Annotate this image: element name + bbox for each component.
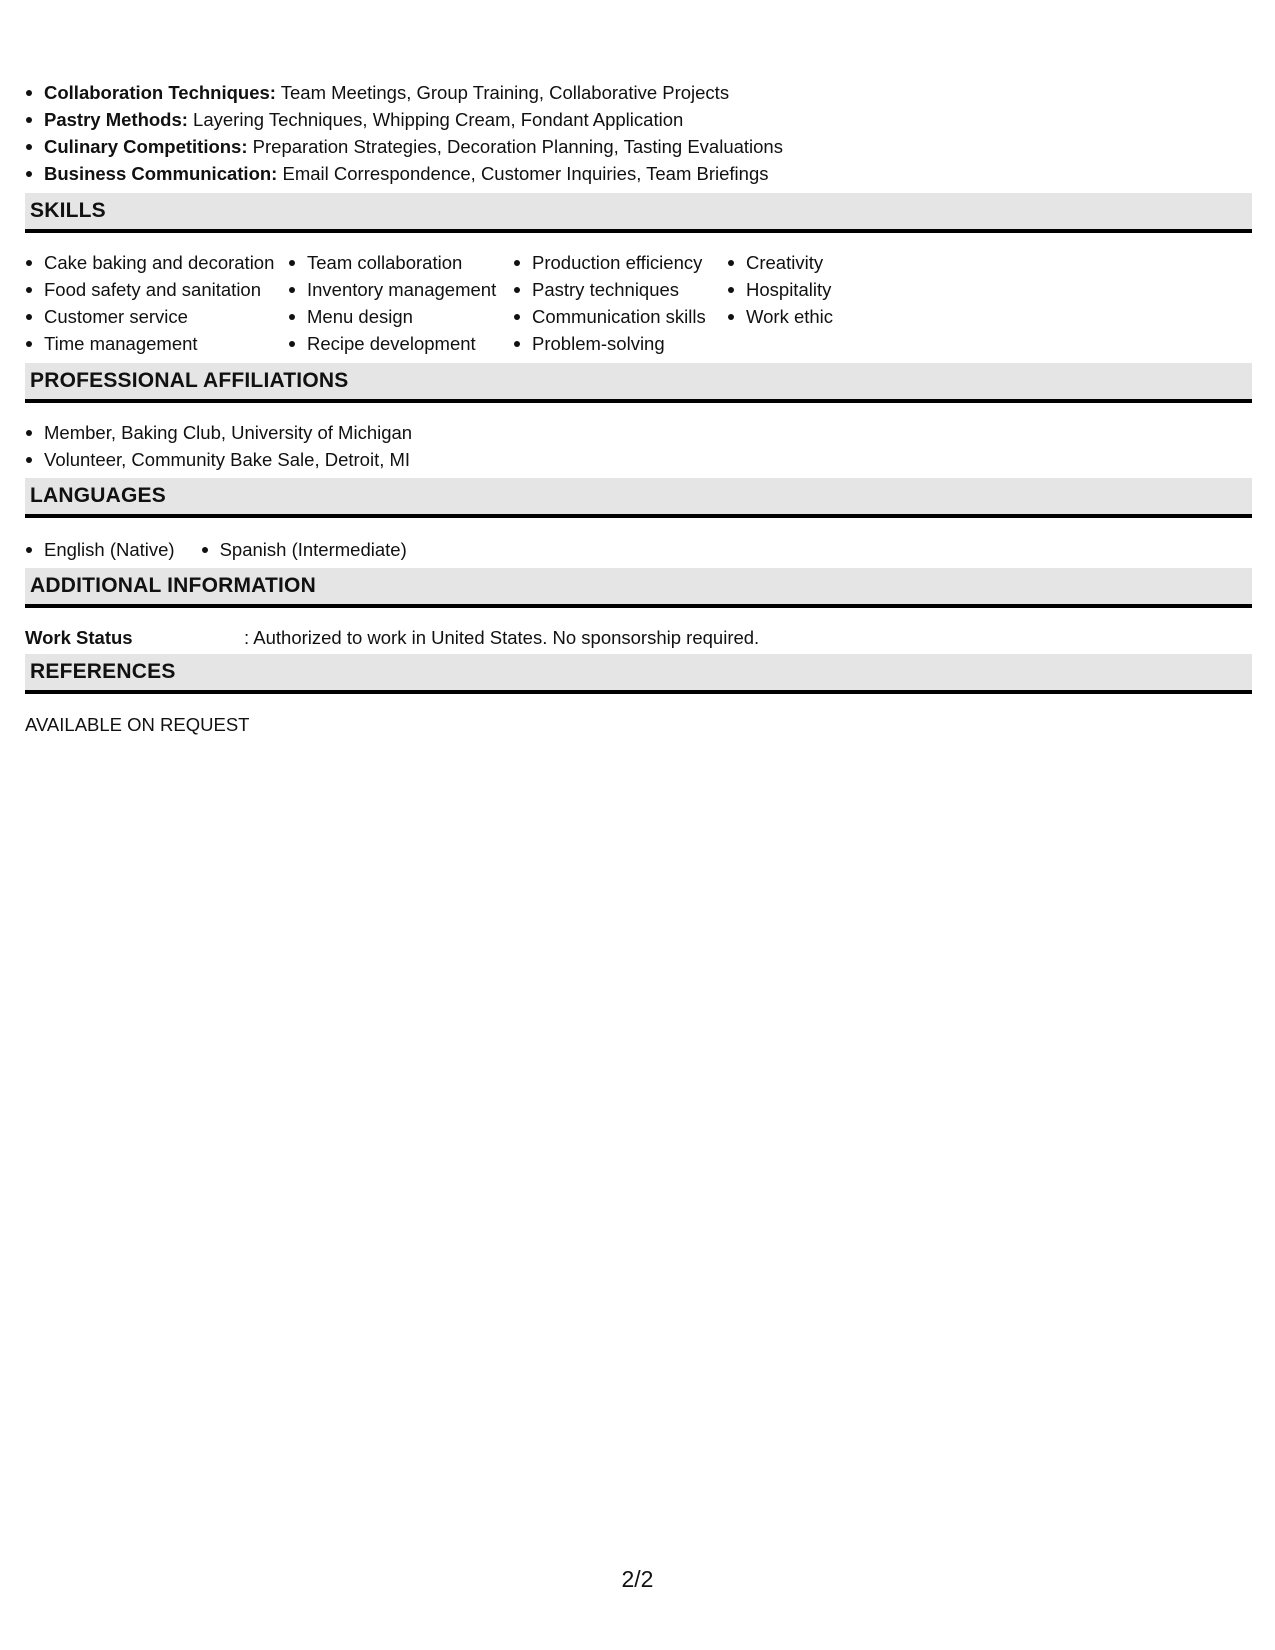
skill-item: Work ethic: [727, 303, 833, 330]
skills-column-3: [513, 249, 706, 357]
list-item: [25, 106, 783, 133]
affiliations-list: [25, 419, 412, 473]
skills-header: [25, 193, 1252, 233]
list-item: [25, 133, 783, 160]
work-status-value: : Authorized to work in United States. No sponsorship required.: [244, 627, 760, 648]
skill-item: Cake baking and decoration: [25, 249, 274, 276]
affiliation-item: Member, Baking Club, University of Michigan: [25, 419, 412, 446]
references-header: [25, 654, 1252, 694]
skill-item: Production efficiency: [513, 249, 706, 276]
item-label: Culinary Competitions:: [44, 136, 248, 157]
item-text: Layering Techniques, Whipping Cream, Fondant Application: [187, 109, 684, 130]
list-item: [25, 79, 783, 106]
expertise-list: [25, 79, 783, 187]
section-title: LANGUAGES: [30, 484, 166, 507]
resume-page: [25, 0, 1252, 1650]
skill-item: Communication skills: [513, 303, 706, 330]
section-title: PROFESSIONAL AFFILIATIONS: [30, 369, 349, 392]
item-text: Preparation Strategies, Decoration Planning, Tasting Evaluations: [247, 136, 783, 157]
section-title: ADDITIONAL INFORMATION: [30, 574, 316, 597]
skill-item: Food safety and sanitation: [25, 276, 274, 303]
section-title: REFERENCES: [30, 660, 176, 683]
language-item: Spanish (Intermediate): [201, 536, 407, 563]
references-text: AVAILABLE ON REQUEST: [25, 714, 250, 735]
item-label: Pastry Methods:: [44, 109, 188, 130]
skill-item: Problem-solving: [513, 330, 706, 357]
skill-item: Recipe development: [288, 330, 496, 357]
skills-column-2: [288, 249, 496, 357]
affiliation-item: Volunteer, Community Bake Sale, Detroit, MI: [25, 446, 412, 473]
language-item: English (Native): [25, 536, 175, 563]
skills-column-4: [727, 249, 833, 330]
skill-item: Pastry techniques: [513, 276, 706, 303]
skills-column-1: [25, 249, 274, 357]
skill-item: Customer service: [25, 303, 274, 330]
item-label: Business Communication:: [44, 163, 278, 184]
item-label: Collaboration Techniques:: [44, 82, 276, 103]
skill-item: Inventory management: [288, 276, 496, 303]
skill-item: Team collaboration: [288, 249, 496, 276]
skill-item: Creativity: [727, 249, 833, 276]
work-status-label: Work Status: [25, 627, 133, 648]
skill-item: Hospitality: [727, 276, 833, 303]
item-text: Email Correspondence, Customer Inquiries, Team Briefings: [277, 163, 769, 184]
additional-info-header: [25, 568, 1252, 608]
affiliations-header: [25, 363, 1252, 403]
languages-list: [25, 536, 433, 563]
list-item: [25, 160, 783, 187]
page-number: 2/2: [621, 1566, 654, 1592]
skill-item: Time management: [25, 330, 274, 357]
skill-item: Menu design: [288, 303, 496, 330]
item-text: Team Meetings, Group Training, Collaborative Projects: [275, 82, 730, 103]
languages-header: [25, 478, 1252, 518]
section-title: SKILLS: [30, 199, 106, 222]
work-status-row: [25, 624, 759, 651]
